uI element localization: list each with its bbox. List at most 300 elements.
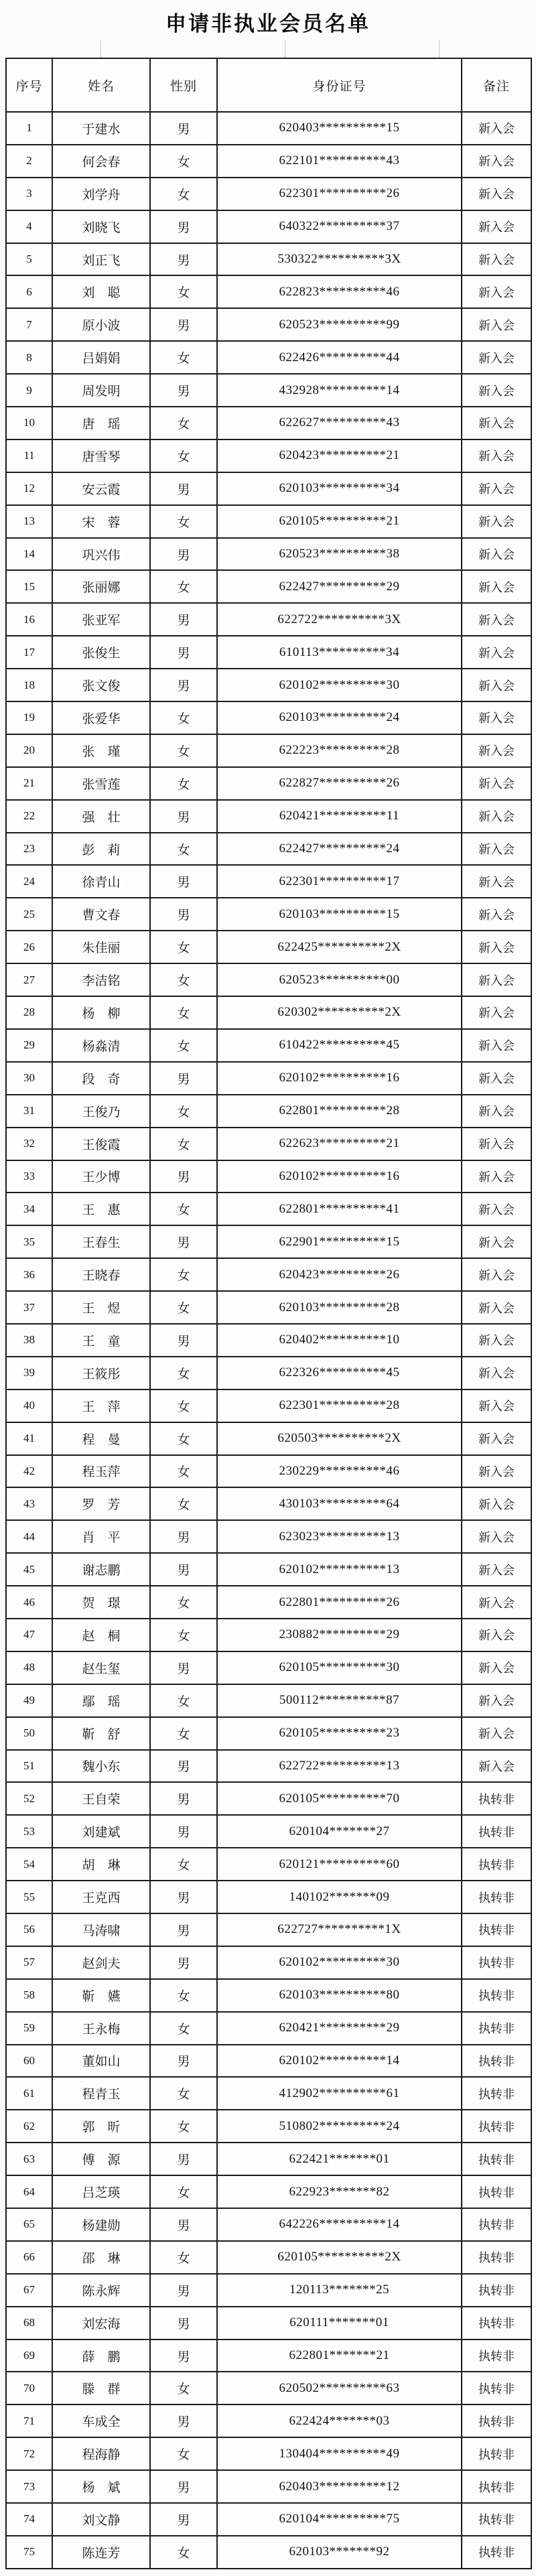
- cell-note: 执转非: [462, 1913, 531, 1946]
- cell-no: 62: [6, 2110, 52, 2143]
- cell-no: 28: [6, 996, 52, 1029]
- cell-gender: 女: [150, 931, 217, 963]
- cell-no: 65: [6, 2208, 52, 2241]
- cell-no: 3: [6, 178, 52, 210]
- header-note: 备注: [462, 58, 531, 112]
- cell-name: 曹文春: [52, 898, 150, 931]
- cell-name: 车成全: [52, 2404, 150, 2437]
- cell-gender: 女: [150, 1684, 217, 1717]
- cell-name: 程 曼: [52, 1422, 150, 1455]
- cell-note: 新入会: [462, 1029, 531, 1062]
- cell-note: 新入会: [462, 1684, 531, 1717]
- cell-name: 于建水: [52, 112, 150, 145]
- cell-note: 新入会: [462, 636, 531, 669]
- cell-gender: 男: [150, 472, 217, 505]
- cell-id: 620103**********80: [217, 1979, 462, 2012]
- cell-no: 55: [6, 1881, 52, 1913]
- table-row: [6, 1684, 531, 1717]
- cell-id: 130404**********49: [217, 2437, 462, 2470]
- cell-name: 魏小东: [52, 1750, 150, 1783]
- cell-id: 620105**********23: [217, 1717, 462, 1750]
- cell-gender: 男: [150, 2274, 217, 2307]
- cell-note: 新入会: [462, 145, 531, 178]
- table-row: [6, 865, 531, 898]
- table-row: [6, 145, 531, 178]
- cell-no: 20: [6, 734, 52, 767]
- cell-note: 新入会: [462, 1520, 531, 1553]
- cell-id: 610113**********34: [217, 636, 462, 669]
- cell-id: 620105**********2X: [217, 2241, 462, 2274]
- cell-id: 620103**********28: [217, 1291, 462, 1324]
- grid-divider: [439, 40, 440, 58]
- cell-name: 王克西: [52, 1881, 150, 1913]
- cell-name: 刘宏海: [52, 2307, 150, 2340]
- cell-id: 620523**********38: [217, 538, 462, 571]
- cell-no: 41: [6, 1422, 52, 1455]
- cell-no: 17: [6, 636, 52, 669]
- header-id: 身份证号: [217, 58, 462, 112]
- cell-name: 刘正飞: [52, 243, 150, 276]
- cell-no: 34: [6, 1193, 52, 1225]
- cell-gender: 男: [150, 112, 217, 145]
- cell-note: 新入会: [462, 1324, 531, 1357]
- cell-name: 朱佳丽: [52, 931, 150, 963]
- cell-id: 620403**********15: [217, 112, 462, 145]
- cell-no: 15: [6, 570, 52, 603]
- cell-no: 50: [6, 1717, 52, 1750]
- table-row: [6, 210, 531, 243]
- cell-note: 执转非: [462, 2470, 531, 2503]
- table-row: [6, 734, 531, 767]
- cell-note: 新入会: [462, 833, 531, 866]
- cell-no: 37: [6, 1291, 52, 1324]
- cell-name: 郭 昕: [52, 2110, 150, 2143]
- cell-id: 432928**********14: [217, 374, 462, 407]
- table-row: [6, 2340, 531, 2372]
- cell-id: 620302**********2X: [217, 996, 462, 1029]
- cell-name: 段 奇: [52, 1062, 150, 1095]
- cell-note: 新入会: [462, 112, 531, 145]
- cell-note: 新入会: [462, 505, 531, 538]
- table-row: [6, 800, 531, 833]
- cell-gender: 女: [150, 1717, 217, 1750]
- cell-note: 新入会: [462, 996, 531, 1029]
- cell-note: 执转非: [462, 1848, 531, 1881]
- cell-id: 622801**********26: [217, 1586, 462, 1619]
- cell-note: 执转非: [462, 2437, 531, 2470]
- cell-id: 622801*******21: [217, 2340, 462, 2372]
- cell-no: 35: [6, 1225, 52, 1258]
- cell-no: 14: [6, 538, 52, 571]
- table-row: [6, 1848, 531, 1881]
- table-row: [6, 1422, 531, 1455]
- cell-gender: 男: [150, 669, 217, 701]
- table-row: [6, 2077, 531, 2110]
- cell-no: 2: [6, 145, 52, 178]
- table-row: [6, 1160, 531, 1193]
- cell-name: 王少博: [52, 1160, 150, 1193]
- cell-note: 执转非: [462, 2012, 531, 2045]
- cell-id: 620421**********29: [217, 2012, 462, 2045]
- cell-note: 新入会: [462, 1357, 531, 1389]
- cell-id: 140102*******09: [217, 1881, 462, 1913]
- table-row: [6, 1586, 531, 1619]
- cell-note: 执转非: [462, 1881, 531, 1913]
- cell-no: 7: [6, 308, 52, 341]
- table-row: [6, 2470, 531, 2503]
- cell-no: 52: [6, 1782, 52, 1815]
- cell-note: 执转非: [462, 2077, 531, 2110]
- table-row: [6, 2143, 531, 2175]
- cell-note: 执转非: [462, 2274, 531, 2307]
- cell-note: 新入会: [462, 538, 531, 571]
- cell-id: 622923*******82: [217, 2175, 462, 2208]
- cell-gender: 女: [150, 1487, 217, 1520]
- cell-note: 新入会: [462, 1717, 531, 1750]
- cell-name: 宋 蓉: [52, 505, 150, 538]
- header-no: 序号: [6, 58, 52, 112]
- cell-id: 622722**********13: [217, 1750, 462, 1783]
- table-row: [6, 1881, 531, 1913]
- cell-id: 622623**********21: [217, 1128, 462, 1160]
- cell-id: 622827**********26: [217, 767, 462, 800]
- cell-note: 执转非: [462, 2045, 531, 2078]
- cell-note: 新入会: [462, 800, 531, 833]
- cell-no: 16: [6, 603, 52, 636]
- cell-name: 原小波: [52, 308, 150, 341]
- cell-no: 75: [6, 2536, 52, 2569]
- table-row: [6, 931, 531, 963]
- cell-note: 新入会: [462, 1128, 531, 1160]
- table-row: [6, 2045, 531, 2078]
- cell-name: 罗 芳: [52, 1487, 150, 1520]
- cell-note: 新入会: [462, 1619, 531, 1651]
- cell-id: 620523**********99: [217, 308, 462, 341]
- cell-no: 4: [6, 210, 52, 243]
- cell-note: 执转非: [462, 2503, 531, 2536]
- cell-note: 新入会: [462, 1062, 531, 1095]
- cell-no: 54: [6, 1848, 52, 1881]
- table-row: [6, 1062, 531, 1095]
- cell-gender: 男: [150, 636, 217, 669]
- cell-no: 5: [6, 243, 52, 276]
- cell-gender: 男: [150, 374, 217, 407]
- cell-gender: 男: [150, 1324, 217, 1357]
- table-row: [6, 1291, 531, 1324]
- table-row: [6, 178, 531, 210]
- cell-note: 新入会: [462, 1586, 531, 1619]
- cell-note: 新入会: [462, 1225, 531, 1258]
- cell-name: 张雪莲: [52, 767, 150, 800]
- cell-name: 何会春: [52, 145, 150, 178]
- cell-name: 刘 聪: [52, 275, 150, 308]
- member-table: [5, 58, 532, 2569]
- cell-name: 傅 源: [52, 2143, 150, 2175]
- cell-name: 陈永辉: [52, 2274, 150, 2307]
- cell-note: 新入会: [462, 767, 531, 800]
- cell-id: 622801**********41: [217, 1193, 462, 1225]
- cell-no: 66: [6, 2241, 52, 2274]
- cell-gender: 男: [150, 308, 217, 341]
- cell-name: 唐雪琴: [52, 439, 150, 472]
- cell-gender: 男: [150, 1062, 217, 1095]
- table-row: [6, 701, 531, 734]
- cell-id: 622326**********45: [217, 1357, 462, 1389]
- cell-name: 肖 平: [52, 1520, 150, 1553]
- cell-id: 622801**********28: [217, 1095, 462, 1128]
- cell-gender: 男: [150, 1913, 217, 1946]
- cell-note: 新入会: [462, 1455, 531, 1488]
- cell-no: 67: [6, 2274, 52, 2307]
- cell-id: 620103**********15: [217, 898, 462, 931]
- table-row: [6, 308, 531, 341]
- cell-id: 620421**********11: [217, 800, 462, 833]
- cell-no: 69: [6, 2340, 52, 2372]
- cell-no: 64: [6, 2175, 52, 2208]
- cell-note: 新入会: [462, 865, 531, 898]
- table-row: [6, 1913, 531, 1946]
- cell-id: 622727**********1X: [217, 1913, 462, 1946]
- table-row: [6, 1258, 531, 1291]
- cell-no: 32: [6, 1128, 52, 1160]
- cell-note: 新入会: [462, 308, 531, 341]
- cell-gender: 男: [150, 210, 217, 243]
- table-row: [6, 2012, 531, 2045]
- cell-no: 29: [6, 1029, 52, 1062]
- table-row: [6, 1193, 531, 1225]
- cell-gender: 女: [150, 1979, 217, 2012]
- cell-name: 刘晓飞: [52, 210, 150, 243]
- cell-note: 新入会: [462, 210, 531, 243]
- cell-gender: 女: [150, 734, 217, 767]
- table-row: [6, 963, 531, 996]
- cell-id: 620104*******27: [217, 1815, 462, 1848]
- cell-id: 622427**********29: [217, 570, 462, 603]
- cell-no: 9: [6, 374, 52, 407]
- cell-note: 新入会: [462, 1095, 531, 1128]
- cell-note: 新入会: [462, 1160, 531, 1193]
- cell-note: 执转非: [462, 2143, 531, 2175]
- cell-no: 1: [6, 112, 52, 145]
- cell-gender: 女: [150, 1128, 217, 1160]
- cell-no: 56: [6, 1913, 52, 1946]
- cell-note: 新入会: [462, 1389, 531, 1422]
- table-row: [6, 2437, 531, 2470]
- table-row: [6, 1815, 531, 1848]
- cell-gender: 男: [150, 2307, 217, 2340]
- cell-id: 620105**********30: [217, 1651, 462, 1684]
- cell-name: 王自荣: [52, 1782, 150, 1815]
- cell-gender: 男: [150, 2340, 217, 2372]
- cell-no: 24: [6, 865, 52, 898]
- cell-name: 吕芝瑛: [52, 2175, 150, 2208]
- cell-gender: 女: [150, 996, 217, 1029]
- table-row: [6, 439, 531, 472]
- table-row: [6, 1324, 531, 1357]
- cell-gender: 男: [150, 1225, 217, 1258]
- cell-gender: 女: [150, 341, 217, 374]
- cell-no: 71: [6, 2404, 52, 2437]
- cell-name: 陈连芳: [52, 2536, 150, 2569]
- cell-no: 19: [6, 701, 52, 734]
- cell-note: 执转非: [462, 1946, 531, 1979]
- cell-name: 吕娟娟: [52, 341, 150, 374]
- cell-note: 新入会: [462, 178, 531, 210]
- cell-gender: 女: [150, 1291, 217, 1324]
- cell-no: 22: [6, 800, 52, 833]
- cell-id: 120113*******25: [217, 2274, 462, 2307]
- cell-id: 622301**********28: [217, 1389, 462, 1422]
- cell-no: 72: [6, 2437, 52, 2470]
- cell-gender: 男: [150, 1881, 217, 1913]
- table-row: [6, 2536, 531, 2569]
- cell-no: 57: [6, 1946, 52, 1979]
- table-row: [6, 2274, 531, 2307]
- cell-id: 622426**********44: [217, 341, 462, 374]
- header-name: 姓名: [52, 58, 150, 112]
- header-gender: 性别: [150, 58, 217, 112]
- cell-no: 48: [6, 1651, 52, 1684]
- cell-note: 执转非: [462, 2372, 531, 2404]
- table-row: [6, 2404, 531, 2437]
- header-row: [6, 58, 531, 112]
- cell-name: 赵生玺: [52, 1651, 150, 1684]
- cell-id: 620402**********10: [217, 1324, 462, 1357]
- cell-name: 王筱彤: [52, 1357, 150, 1389]
- cell-gender: 女: [150, 1422, 217, 1455]
- table-header: [6, 58, 531, 112]
- cell-no: 27: [6, 963, 52, 996]
- cell-no: 12: [6, 472, 52, 505]
- cell-note: 执转非: [462, 2404, 531, 2437]
- cell-note: 新入会: [462, 243, 531, 276]
- cell-id: 620105**********21: [217, 505, 462, 538]
- cell-name: 杨 柳: [52, 996, 150, 1029]
- cell-note: 执转非: [462, 1979, 531, 2012]
- cell-no: 13: [6, 505, 52, 538]
- cell-no: 68: [6, 2307, 52, 2340]
- cell-name: 王晓春: [52, 1258, 150, 1291]
- cell-gender: 女: [150, 2012, 217, 2045]
- cell-note: 新入会: [462, 1193, 531, 1225]
- cell-note: 执转非: [462, 2175, 531, 2208]
- cell-no: 42: [6, 1455, 52, 1488]
- cell-no: 49: [6, 1684, 52, 1717]
- cell-id: 622424*******03: [217, 2404, 462, 2437]
- cell-id: 622421*******01: [217, 2143, 462, 2175]
- cell-name: 张文俊: [52, 669, 150, 701]
- cell-gender: 男: [150, 1553, 217, 1586]
- table-row: [6, 1717, 531, 1750]
- cell-gender: 女: [150, 1193, 217, 1225]
- cell-id: 620423**********26: [217, 1258, 462, 1291]
- cell-id: 500112**********87: [217, 1684, 462, 1717]
- cell-name: 杨淼清: [52, 1029, 150, 1062]
- cell-name: 巩兴伟: [52, 538, 150, 571]
- cell-name: 程海静: [52, 2437, 150, 2470]
- cell-gender: 女: [150, 2437, 217, 2470]
- cell-no: 74: [6, 2503, 52, 2536]
- cell-gender: 女: [150, 275, 217, 308]
- table-row: [6, 898, 531, 931]
- cell-note: 新入会: [462, 374, 531, 407]
- cell-note: 新入会: [462, 1750, 531, 1783]
- table-row: [6, 112, 531, 145]
- cell-gender: 女: [150, 1619, 217, 1651]
- cell-gender: 男: [150, 2503, 217, 2536]
- table-row: [6, 275, 531, 308]
- cell-id: 430103**********64: [217, 1487, 462, 1520]
- cell-name: 杨建勋: [52, 2208, 150, 2241]
- cell-name: 张俊生: [52, 636, 150, 669]
- table-row: [6, 1520, 531, 1553]
- table-row: [6, 538, 531, 571]
- cell-name: 谢志鹏: [52, 1553, 150, 1586]
- cell-id: 622427**********24: [217, 833, 462, 866]
- table-row: [6, 570, 531, 603]
- table-row: [6, 1389, 531, 1422]
- cell-id: 622101**********43: [217, 145, 462, 178]
- cell-id: 530322**********3X: [217, 243, 462, 276]
- cell-note: 执转非: [462, 2307, 531, 2340]
- cell-note: 新入会: [462, 407, 531, 439]
- table-body: [6, 112, 531, 2569]
- cell-note: 新入会: [462, 931, 531, 963]
- cell-no: 51: [6, 1750, 52, 1783]
- cell-no: 46: [6, 1586, 52, 1619]
- table-row: [6, 472, 531, 505]
- cell-gender: 女: [150, 178, 217, 210]
- cell-name: 程青玉: [52, 2077, 150, 2110]
- cell-no: 6: [6, 275, 52, 308]
- cell-name: 贺 璟: [52, 1586, 150, 1619]
- cell-gender: 男: [150, 2143, 217, 2175]
- cell-gender: 男: [150, 1815, 217, 1848]
- cell-id: 642226**********14: [217, 2208, 462, 2241]
- cell-note: 新入会: [462, 1422, 531, 1455]
- table-row: [6, 2208, 531, 2241]
- cell-no: 59: [6, 2012, 52, 2045]
- cell-gender: 男: [150, 603, 217, 636]
- cell-name: 王 煜: [52, 1291, 150, 1324]
- cell-id: 620423**********21: [217, 439, 462, 472]
- cell-name: 马涛啸: [52, 1913, 150, 1946]
- cell-id: 623023**********13: [217, 1520, 462, 1553]
- cell-id: 620121**********60: [217, 1848, 462, 1881]
- cell-name: 周发明: [52, 374, 150, 407]
- cell-no: 45: [6, 1553, 52, 1586]
- cell-gender: 女: [150, 2241, 217, 2274]
- cell-note: 新入会: [462, 963, 531, 996]
- cell-note: 新入会: [462, 669, 531, 701]
- table-row: [6, 1651, 531, 1684]
- cell-name: 王 惠: [52, 1193, 150, 1225]
- cell-gender: 女: [150, 2372, 217, 2404]
- cell-gender: 女: [150, 505, 217, 538]
- cell-name: 赵 桐: [52, 1619, 150, 1651]
- cell-note: 新入会: [462, 1553, 531, 1586]
- table-row: [6, 1946, 531, 1979]
- cell-no: 30: [6, 1062, 52, 1095]
- cell-gender: 男: [150, 2208, 217, 2241]
- cell-no: 63: [6, 2143, 52, 2175]
- cell-gender: 女: [150, 2536, 217, 2569]
- cell-name: 程玉萍: [52, 1455, 150, 1488]
- cell-no: 61: [6, 2077, 52, 2110]
- cell-no: 73: [6, 2470, 52, 2503]
- cell-gender: 男: [150, 1782, 217, 1815]
- cell-note: 执转非: [462, 2208, 531, 2241]
